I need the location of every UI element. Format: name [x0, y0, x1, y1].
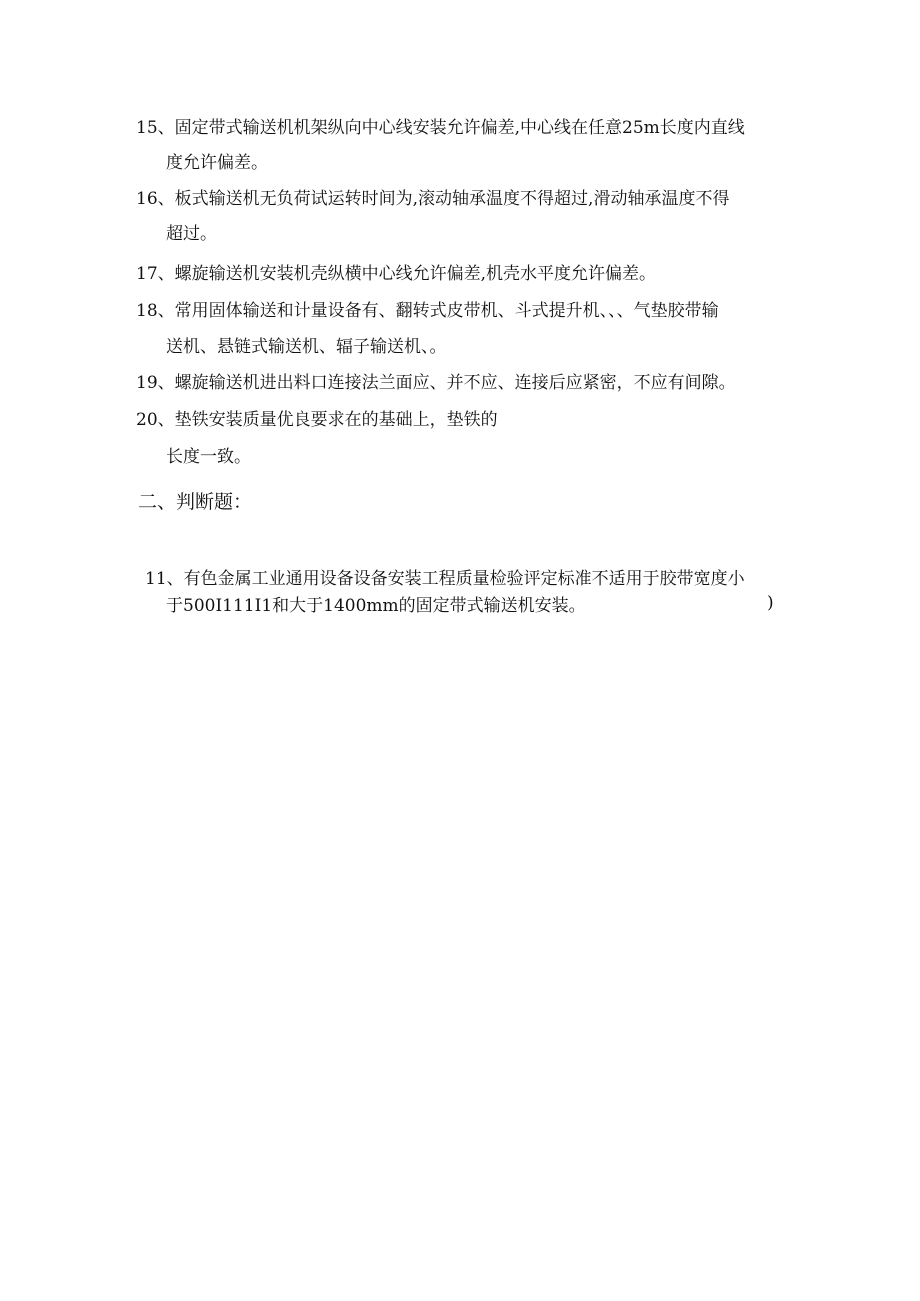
question-text: 螺旋输送机进出料口连接法兰面应、并不应、连接后应紧密，不应有间隙。 — [174, 373, 736, 393]
question-text: 于500I111I1和大于1400mm的固定带式输送机安装。 — [166, 596, 586, 616]
question-18-line-1 — [136, 300, 719, 322]
question-text: 超过。 — [166, 224, 217, 244]
judgement-11-line-1 — [145, 568, 745, 590]
question-text: 板式输送机无负荷试运转时间为,滚动轴承温度不得超过,滑动轴承温度不得 — [174, 189, 730, 209]
question-text: 长度一致。 — [166, 447, 251, 467]
question-number: 18、 — [136, 301, 175, 321]
question-text: 螺旋输送机安装机壳纵横中心线允许偏差,机壳水平度允许偏差。 — [174, 264, 657, 284]
question-number: 16、 — [136, 189, 175, 209]
question-number: 11、 — [145, 569, 184, 589]
question-16-line-1 — [136, 188, 729, 210]
question-text: 常用固体输送和计量设备有、翻转式皮带机、斗式提升机、、、气垫胶带输 — [174, 301, 719, 321]
question-15-line-1 — [136, 117, 745, 139]
question-text: 度允许偏差。 — [166, 153, 268, 173]
section-heading: 二、判断题： — [138, 491, 253, 513]
question-18-line-2 — [166, 336, 447, 358]
question-15-line-2 — [166, 152, 268, 174]
question-16-line-2 — [166, 223, 217, 245]
question-number: 20、 — [136, 410, 175, 430]
question-19-line-1 — [136, 372, 736, 394]
question-text: 送机、悬链式输送机、辐子输送机、。 — [166, 337, 447, 357]
question-number: 19、 — [136, 373, 175, 393]
question-text: 垫铁安装质量优良要求在的基础上，垫铁的 — [174, 410, 498, 430]
judgement-11-line-2 — [166, 595, 586, 617]
question-text: 有色金属工业通用设备设备安装工程质量检验评定标准不适用于胶带宽度小 — [183, 569, 745, 589]
answer-bracket: ) — [767, 593, 774, 613]
question-17-line-1 — [136, 263, 656, 285]
question-number: 15、 — [136, 118, 175, 138]
question-text: 固定带式输送机机架纵向中心线安装允许偏差,中心线在任意25m长度内直线 — [174, 118, 745, 138]
question-number: 17、 — [136, 264, 175, 284]
question-20-line-2 — [166, 446, 251, 468]
question-20-line-1 — [136, 409, 498, 431]
